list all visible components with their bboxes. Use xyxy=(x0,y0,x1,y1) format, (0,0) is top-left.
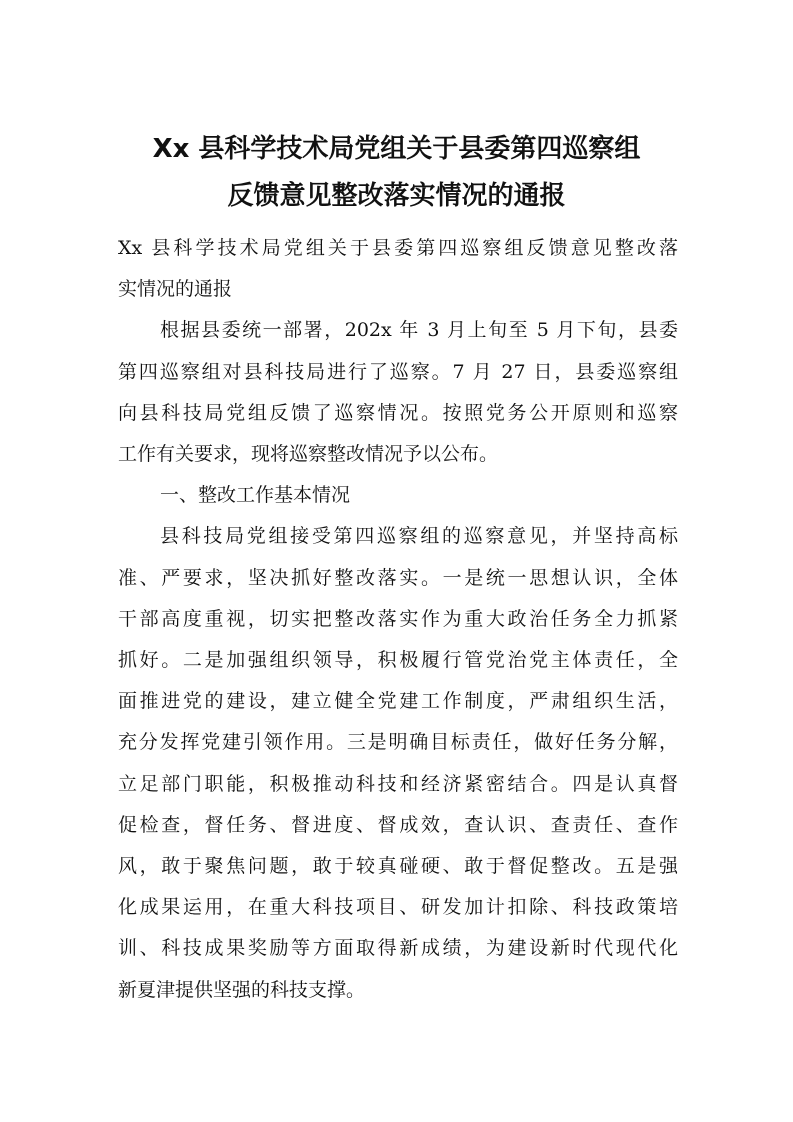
text-line: 促检查，督任务、督进度、督成效，查认识、查责任、查作 xyxy=(118,813,678,836)
text-line: 新夏津提供坚强的科技支撑。 xyxy=(118,978,366,1001)
text-line: 干部高度重视，切实把整改落实作为重大政治任务全力抓紧 xyxy=(118,607,678,630)
text-line: 县科技局党组接受第四巡察组的巡察意见，并坚持高标 xyxy=(160,525,678,548)
text-line: 充分发挥党建引领作用。三是明确目标责任，做好任务分解， xyxy=(118,731,678,754)
text-line: 准、严要求，坚决抓好整改落实。一是统一思想认识，全体 xyxy=(118,566,678,589)
text-line: 训、科技成果奖励等方面取得新成绩，为建设新时代现代化 xyxy=(118,937,678,960)
text-line: 一、整改工作基本情况 xyxy=(160,484,351,507)
text-line: 向县科技局党组反馈了巡察情况。按照党务公开原则和巡察 xyxy=(118,401,678,424)
text-line: 抓好。二是加强组织领导，积极履行管党治党主体责任，全 xyxy=(118,649,678,672)
text-line: Xx 县科学技术局党组关于县委第四巡察组反馈意见整改落 xyxy=(118,237,678,259)
text-line: 工作有关要求，现将巡察整改情况予以公布。 xyxy=(118,443,499,466)
text-line: 化成果运用，在重大科技项目、研发加计扣除、科技政策培 xyxy=(118,896,678,919)
document-body xyxy=(118,228,678,1011)
paragraph xyxy=(118,475,678,516)
paragraph xyxy=(118,228,678,310)
document-title-line-2: 反馈意见整改落实情况的通报 xyxy=(227,181,566,211)
text-line: 实情况的通报 xyxy=(118,278,233,301)
paragraph xyxy=(118,310,678,475)
document-title-line-1: Xx 县科学技术局党组关于县委第四巡察组 xyxy=(152,134,641,164)
text-line: 根据县委统一部署，202x 年 3 月上旬至 5 月下旬，县委 xyxy=(160,319,678,342)
text-line: 风，敢于聚焦问题，敢于较真碰硬、敢于督促整改。五是强 xyxy=(118,855,678,878)
text-line: 立足部门职能，积极推动科技和经济紧密结合。四是认真督 xyxy=(118,772,678,795)
text-line: 面推进党的建设，建立健全党建工作制度，严肃组织生活， xyxy=(118,690,678,713)
text-line: 第四巡察组对县科技局进行了巡察。7 月 27 日，县委巡察组 xyxy=(118,360,678,383)
paragraph xyxy=(118,516,678,1010)
